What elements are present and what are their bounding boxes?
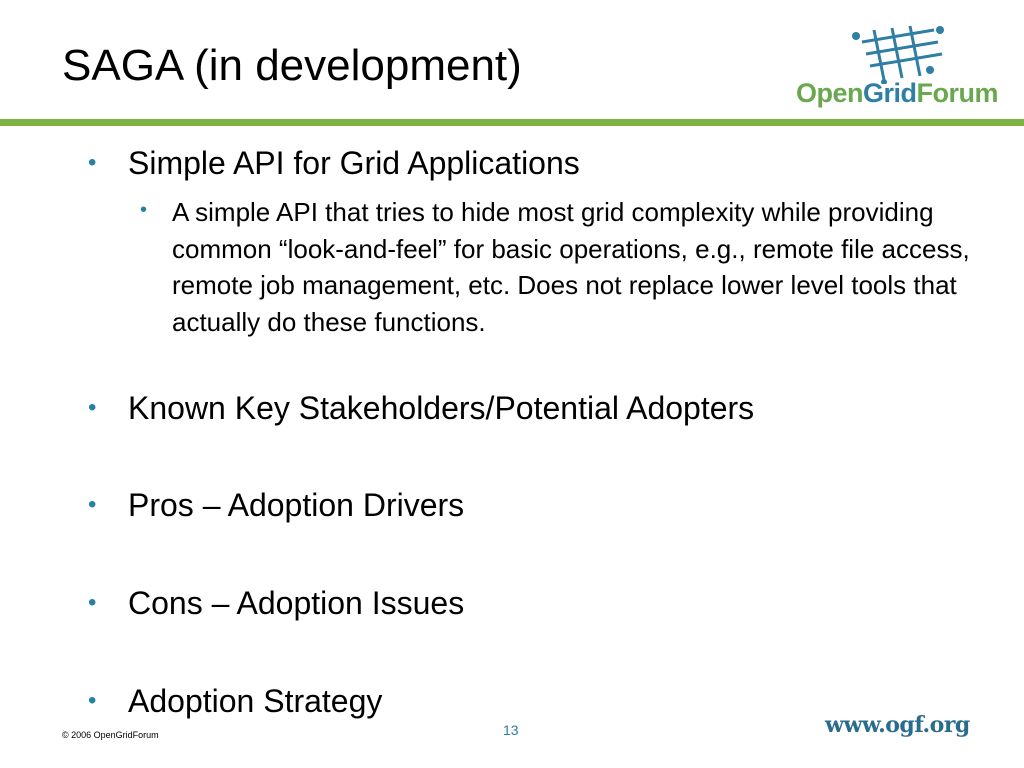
bullet-icon: •	[88, 491, 97, 518]
logo-forum: Forum	[916, 78, 999, 108]
page-number: 13	[503, 722, 519, 738]
bullet-text: Pros – Adoption Drivers	[128, 487, 465, 523]
bullet-icon: •	[88, 394, 97, 421]
bullet-icon: •	[88, 149, 97, 176]
bullet-icon: •	[140, 199, 148, 221]
footer-url: www.ogf.org	[825, 712, 970, 738]
logo-grid: Grid	[863, 78, 917, 108]
footer-copyright: © 2006 OpenGridForum	[62, 730, 159, 740]
bullet-text: Simple API for Grid Applications	[128, 145, 580, 181]
logo-open: Open	[796, 78, 864, 108]
bullet-text: Known Key Stakeholders/Potential Adopters	[128, 390, 755, 426]
bullet-icon: •	[88, 687, 97, 714]
sub-bullet-text: A simple API that tries to hide most grid complexity while providing common “look-and-feel” for basic operations, e.g., remote file access, remote job management, etc. Does not replace lower level tools that actually do these functions.	[172, 197, 970, 337]
bullet-text: Adoption Strategy	[128, 683, 383, 719]
bullet-text: Cons – Adoption Issues	[128, 585, 465, 621]
bullet-icon: •	[88, 589, 97, 616]
slide-title: SAGA (in development)	[62, 41, 522, 90]
